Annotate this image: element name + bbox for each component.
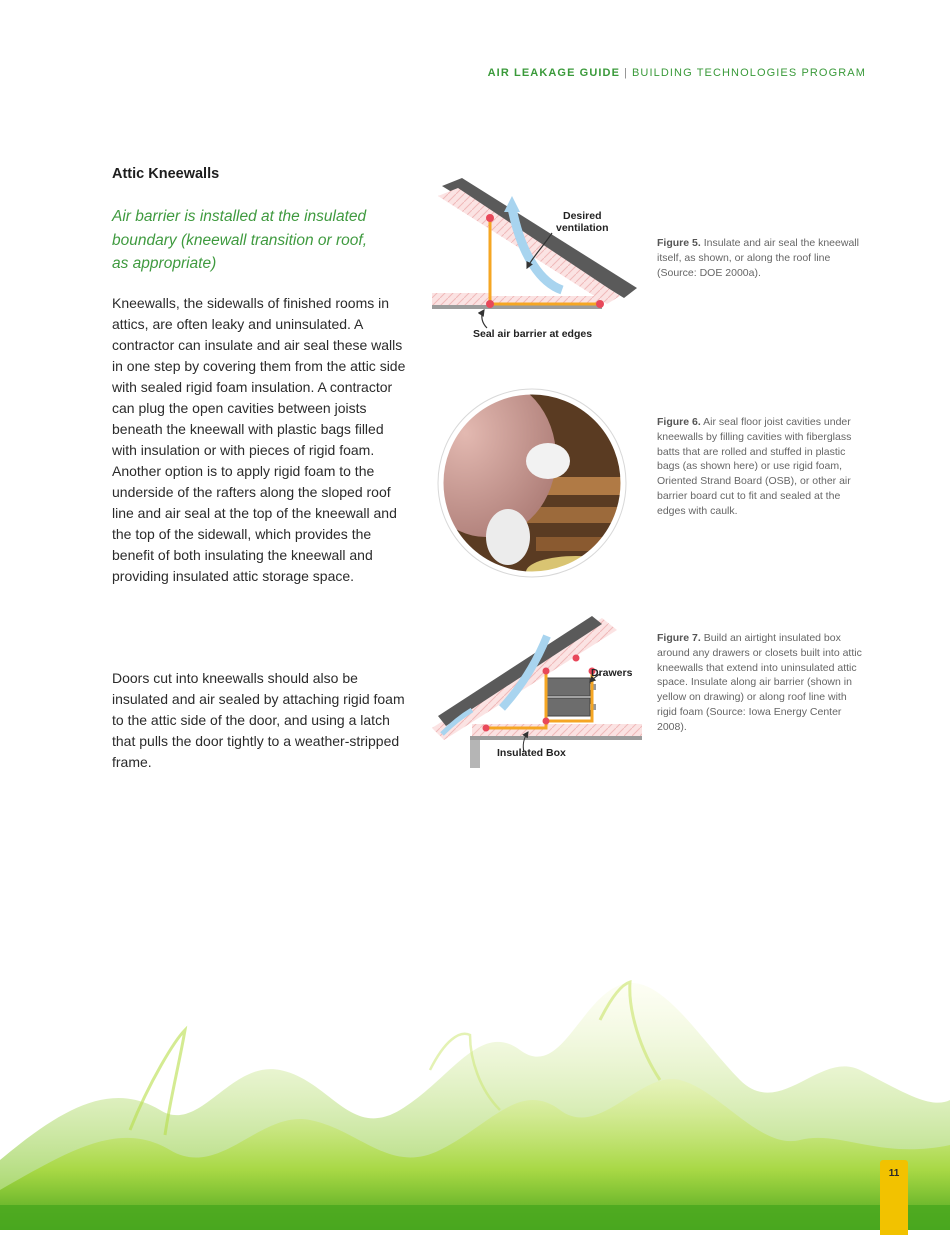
page-number-tab [880, 1160, 908, 1235]
ventilation-arrow-head [504, 196, 520, 212]
annotation-desired: Desired [563, 210, 602, 222]
figure-7-diagram [432, 616, 642, 771]
running-header [488, 67, 866, 79]
floor-joist [432, 305, 602, 309]
plastic-bag [526, 443, 570, 479]
kneewall-stud [470, 740, 480, 768]
leader-arrow [482, 310, 487, 328]
figure-label: Figure 5. [657, 237, 701, 249]
smoke-base [0, 1205, 950, 1230]
drawer-upper [546, 678, 590, 696]
annotation-drawers: Drawers [591, 667, 633, 679]
seal-point [596, 300, 604, 308]
figure-7-caption [657, 631, 869, 735]
seal-point [573, 655, 580, 662]
seal-point [543, 668, 550, 675]
joist [536, 537, 628, 551]
figure-5-caption [657, 236, 869, 280]
header-separator: | [624, 67, 628, 79]
caption-text: Air seal floor joist cavities under kneewalls by filling cavities with fiberglass batts that are rolled and stuffed in plastic bags (as shown here) or use rigid foam, Oriented Strand Board (OSB), or other air barrier board cut to fit and sealed at the edges with caulk. [657, 416, 852, 517]
roof-insulation [438, 188, 620, 304]
caption-text: Insulate and air seal the kneewall itself, as shown, or along the roof line (Source: DOE 2000a). [657, 237, 859, 279]
caption-text: Build an airtight insulated box around any drawers or closets built into attic kneewalls that extend into uninsulated attic space. Insulate along air barrier (shown in yellow on drawing) or along roof line with rigid foam (Source: Iowa Energy Center 2008). [657, 632, 862, 733]
figure-6-photo [436, 387, 628, 579]
seal-point [486, 214, 494, 222]
body-paragraph: Doors cut into kneewalls should also be insulated and air sealed by attaching rigid foam to the attic side of the door, and using a latch that pulls the door tightly to a weather-stripped frame. [112, 670, 405, 770]
figure-5-diagram [432, 178, 642, 343]
body-paragraph: Kneewalls, the sidewalls of finished rooms in attics, are often leaky and uninsulated. A contractor can insulate and air seal these walls in one step by covering them from the attic side with sealed rigid foam insulation. A contractor can plug the open cavities between joists beneath the kneewall with plastic bags filled with insulation or with pieces of rigid foam. Another option is to apply rigid foam to the underside of the rafters along the sloped roof line and air seal at the top of the kneewall and the top of the sidewall, which provides the benefit of both insulating the kneewall and providing insulated attic storage space. [112, 295, 406, 584]
seal-point [543, 718, 550, 725]
seal-point [486, 300, 494, 308]
page-number: 11 [888, 1168, 900, 1179]
section-title: Attic Kneewalls [112, 166, 220, 182]
plastic-bag [486, 509, 530, 565]
header-guide-title: AIR LEAKAGE GUIDE [487, 67, 621, 79]
floor-insulation [472, 724, 642, 736]
annotation-ventilation: ventilation [556, 222, 609, 234]
decorative-smoke-band [0, 960, 950, 1230]
drawer-lower [546, 698, 590, 716]
lead-statement: Air barrier is installed at the insulated boundary (kneewall transition or roof, as appropriate) [112, 208, 368, 272]
floor-joist [470, 736, 642, 740]
figure-label: Figure 7. [657, 632, 701, 644]
floor-insulation-left [432, 293, 490, 305]
annotation-seal-edges: Seal air barrier at edges [473, 328, 593, 340]
header-program: BUILDING TECHNOLOGIES PROGRAM [631, 67, 866, 79]
seal-point [483, 725, 490, 732]
annotation-insulated-box: Insulated Box [497, 747, 566, 759]
figure-label: Figure 6. [657, 416, 701, 428]
figure-6-caption [657, 415, 869, 519]
